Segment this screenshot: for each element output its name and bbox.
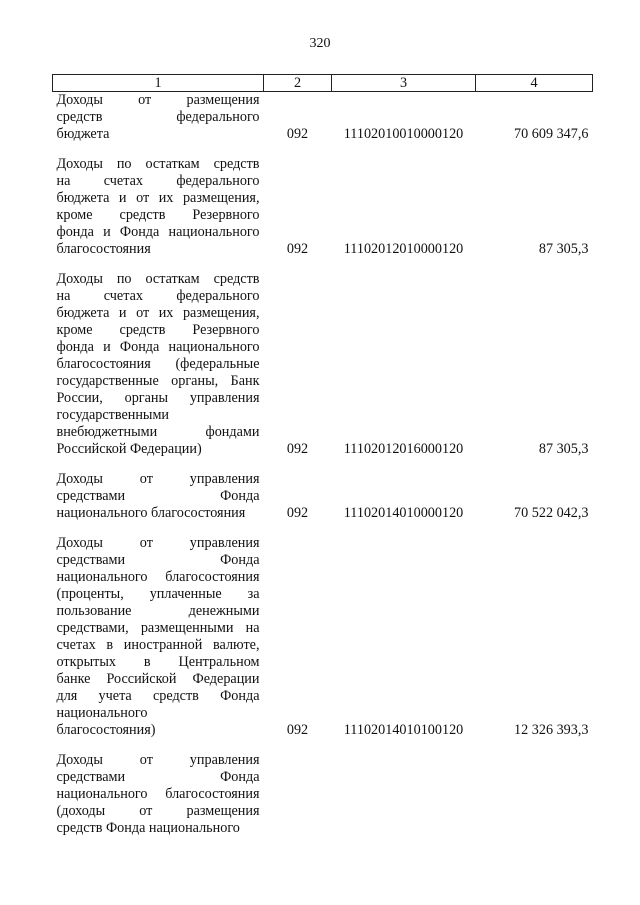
header-col-1: 1 (53, 75, 264, 92)
description-line: Доходы от размещения (56, 92, 260, 108)
description-line: бюджета (56, 126, 110, 142)
description-line: кроме средств Резервного (56, 207, 260, 223)
description-line: банке Российской Федерации (56, 671, 260, 687)
description-line: Российской Федерации) (56, 441, 202, 457)
row-admin-code: 092 (286, 241, 309, 257)
description-line: Доходы по остаткам средств (56, 271, 260, 287)
table-header (53, 75, 593, 92)
row-amount: 12 326 393,3 (514, 722, 589, 738)
row-budget-code: 11102014010000120 (343, 505, 464, 521)
row-description (53, 156, 264, 271)
description-line: средствами Фонда (56, 769, 260, 785)
row-budget-code: 11102014010100120 (343, 722, 464, 738)
table-row (53, 92, 593, 157)
row-budget-code (332, 752, 476, 850)
description-line: бюджета и от их размещения, (56, 190, 260, 206)
row-description (53, 471, 264, 535)
description-line: средств Фонда национального (56, 820, 240, 836)
description-line: благосостояния (56, 241, 151, 257)
header-col-4: 4 (476, 75, 593, 92)
row-admin-code: 092 (286, 505, 309, 521)
row-amount: 87 305,3 (538, 241, 589, 257)
page-number: 320 (309, 36, 331, 51)
description-line: национального (56, 705, 148, 721)
row-admin-code: 092 (286, 722, 309, 738)
description-line: Доходы по остаткам средств (56, 156, 260, 172)
row-admin-code (264, 752, 332, 850)
description-line: благосостояния (федеральные (56, 356, 260, 372)
description-line: (проценты, уплаченные за (56, 586, 260, 602)
table-row (53, 471, 593, 535)
description-line: внебюджетными фондами (56, 424, 260, 440)
description-line: Доходы от управления (56, 535, 260, 551)
description-line: государственные органы, Банк (56, 373, 260, 389)
description-line: (доходы от размещения (56, 803, 260, 819)
row-description (53, 92, 264, 157)
row-budget-code: 11102010010000120 (343, 126, 464, 142)
description-line: фонда и Фонда национального (56, 339, 260, 355)
row-amount: 70 609 347,6 (514, 126, 589, 142)
description-line: России, органы управления (56, 390, 260, 406)
row-budget-code: 11102012010000120 (343, 241, 464, 257)
description-line: счетах в иностранной валюте, (56, 637, 260, 653)
description-line: благосостояния) (56, 722, 156, 738)
description-line: на счетах федерального (56, 173, 260, 189)
row-admin-code: 092 (286, 441, 309, 457)
description-line: открытых в Центральном (56, 654, 260, 670)
row-amount: 70 522 042,3 (514, 505, 589, 521)
description-line: средствами, размещенными на (56, 620, 260, 636)
description-line: на счетах федерального (56, 288, 260, 304)
row-amount: 87 305,3 (538, 441, 589, 457)
header-col-3: 3 (332, 75, 476, 92)
description-line: Доходы от управления (56, 471, 260, 487)
description-line: национального благосостояния (56, 569, 260, 585)
table-row (53, 271, 593, 471)
table-row (53, 535, 593, 752)
table-row (53, 752, 593, 850)
row-description (53, 752, 264, 850)
table-body (53, 92, 593, 851)
description-line: государственными (56, 407, 170, 423)
description-line: кроме средств Резервного (56, 322, 260, 338)
table-row (53, 156, 593, 271)
description-line: фонда и Фонда национального (56, 224, 260, 240)
row-admin-code: 092 (286, 126, 309, 142)
description-line: средств федерального (56, 109, 260, 125)
description-line: средствами Фонда (56, 488, 260, 504)
revenue-table (52, 74, 593, 850)
description-line: для учета средств Фонда (56, 688, 260, 704)
row-description (53, 535, 264, 752)
row-amount (476, 752, 593, 850)
row-budget-code: 11102012016000120 (343, 441, 464, 457)
description-line: национального благосостояния (56, 786, 260, 802)
description-line: национального благосостояния (56, 505, 246, 521)
description-line: пользование денежными (56, 603, 260, 619)
row-description (53, 271, 264, 471)
description-line: средствами Фонда (56, 552, 260, 568)
description-line: Доходы от управления (56, 752, 260, 768)
header-col-2: 2 (264, 75, 332, 92)
description-line: бюджета и от их размещения, (56, 305, 260, 321)
